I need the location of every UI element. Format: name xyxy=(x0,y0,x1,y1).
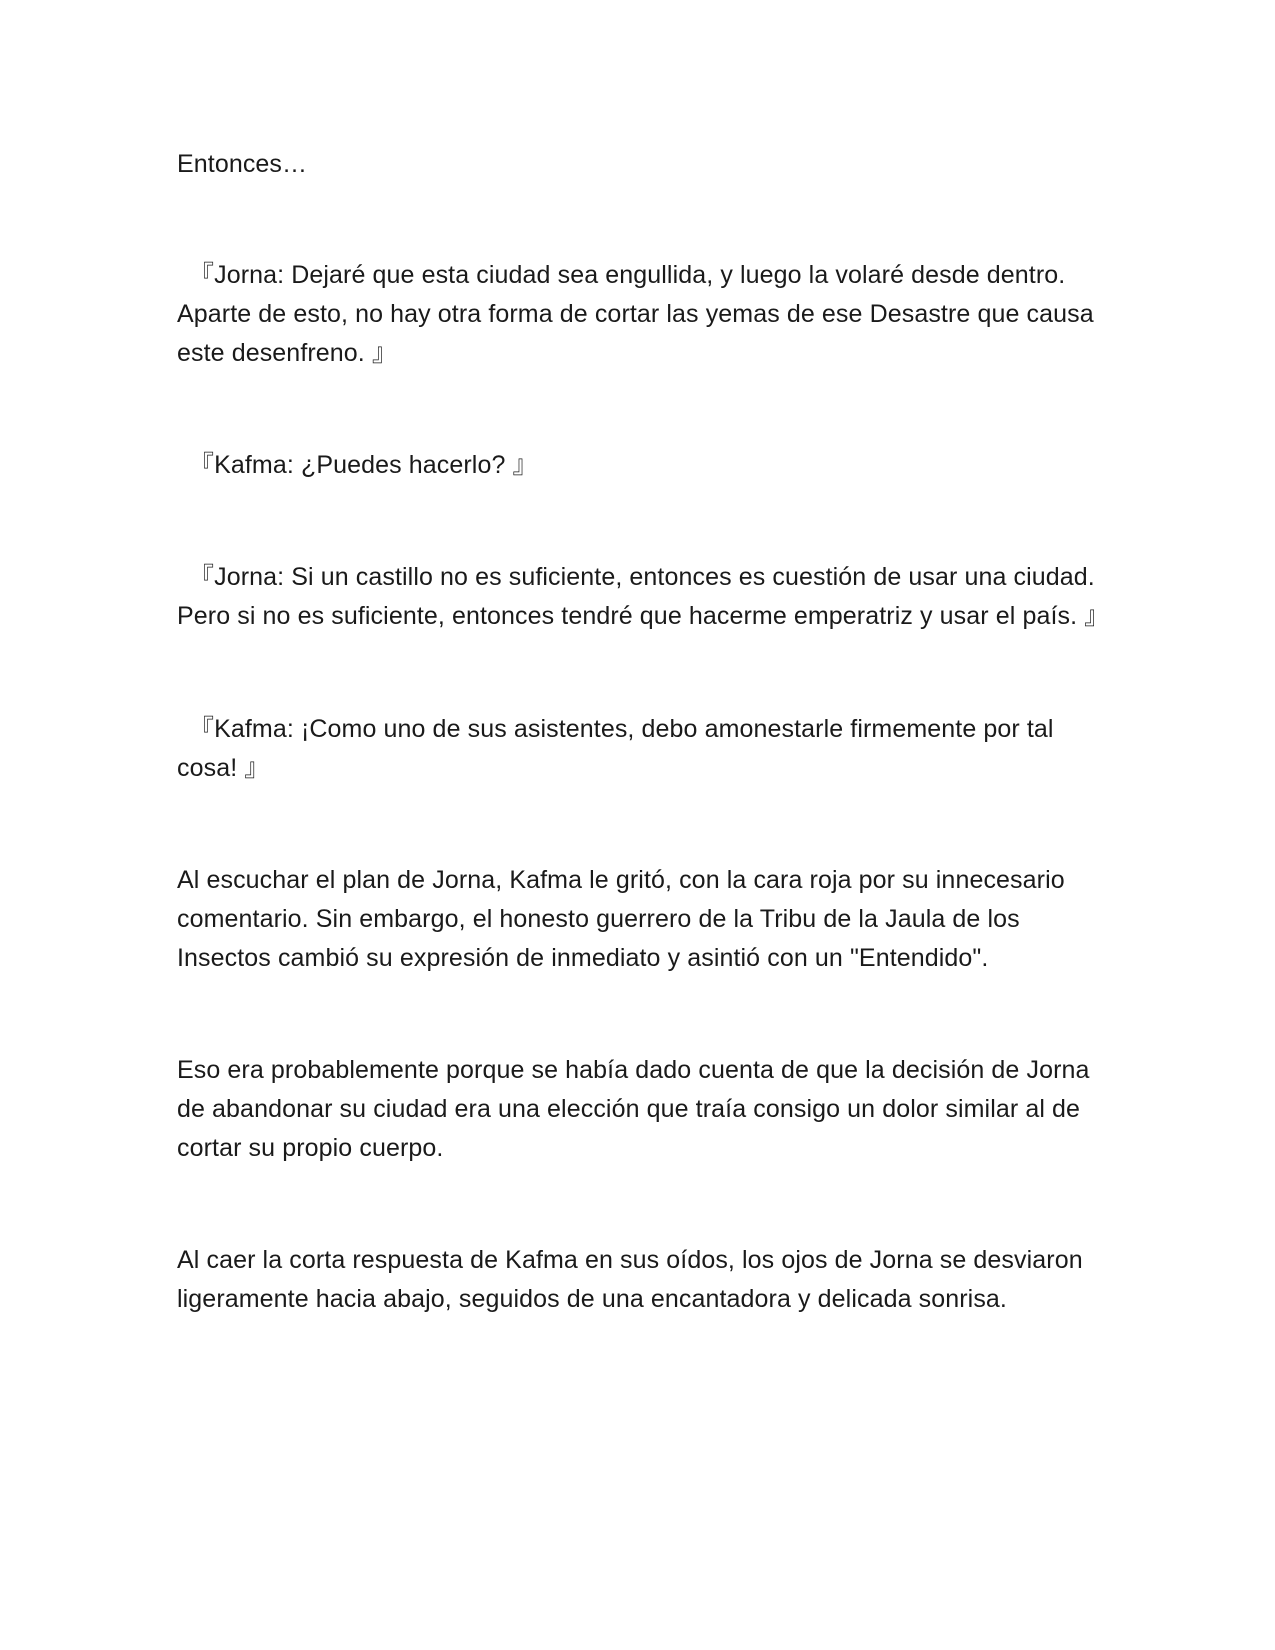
narration-paragraph-3: Al caer la corta respuesta de Kafma en sus oídos, los ojos de Jorna se desviaron ligeramente hacia abajo, seguidos de una encantadora y delicada sonrisa. xyxy=(177,1246,1083,1313)
opening-line: Entonces… xyxy=(177,150,308,178)
narration-paragraph-1: Al escuchar el plan de Jorna, Kafma le gritó, con la cara roja por su innecesario comentario. Sin embargo, el honesto guerrero de la Tribu de la Jaula de los Insectos cambió su expresión de inmediato y asintió con un "Entendido". xyxy=(177,866,1065,972)
dialogue-jorna-1: 『Jorna: Dejaré que esta ciudad sea engullida, y luego la volaré desde dentro. Aparte de esto, no hay otra forma de cortar las yemas de ese Desastre que causa este desenfreno. 』 xyxy=(177,261,1094,367)
dialogue-kafma-1: 『Kafma: ¿Puedes hacerlo? 』 xyxy=(189,451,538,479)
dialogue-kafma-2: 『Kafma: ¡Como uno de sus asistentes, debo amonestarle firmemente por tal cosa! 』 xyxy=(177,715,1054,782)
dialogue-jorna-2: 『Jorna: Si un castillo no es suficiente, entonces es cuestión de usar una ciudad. Pero si no es suficiente, entonces tendré que hacerme emperatriz y usar el país. 』 xyxy=(177,563,1110,630)
narration-paragraph-2: Eso era probablemente porque se había dado cuenta de que la decisión de Jorna de abandonar su ciudad era una elección que traía consigo un dolor similar al de cortar su propio cuerpo. xyxy=(177,1056,1090,1162)
document-body xyxy=(177,145,1110,1319)
